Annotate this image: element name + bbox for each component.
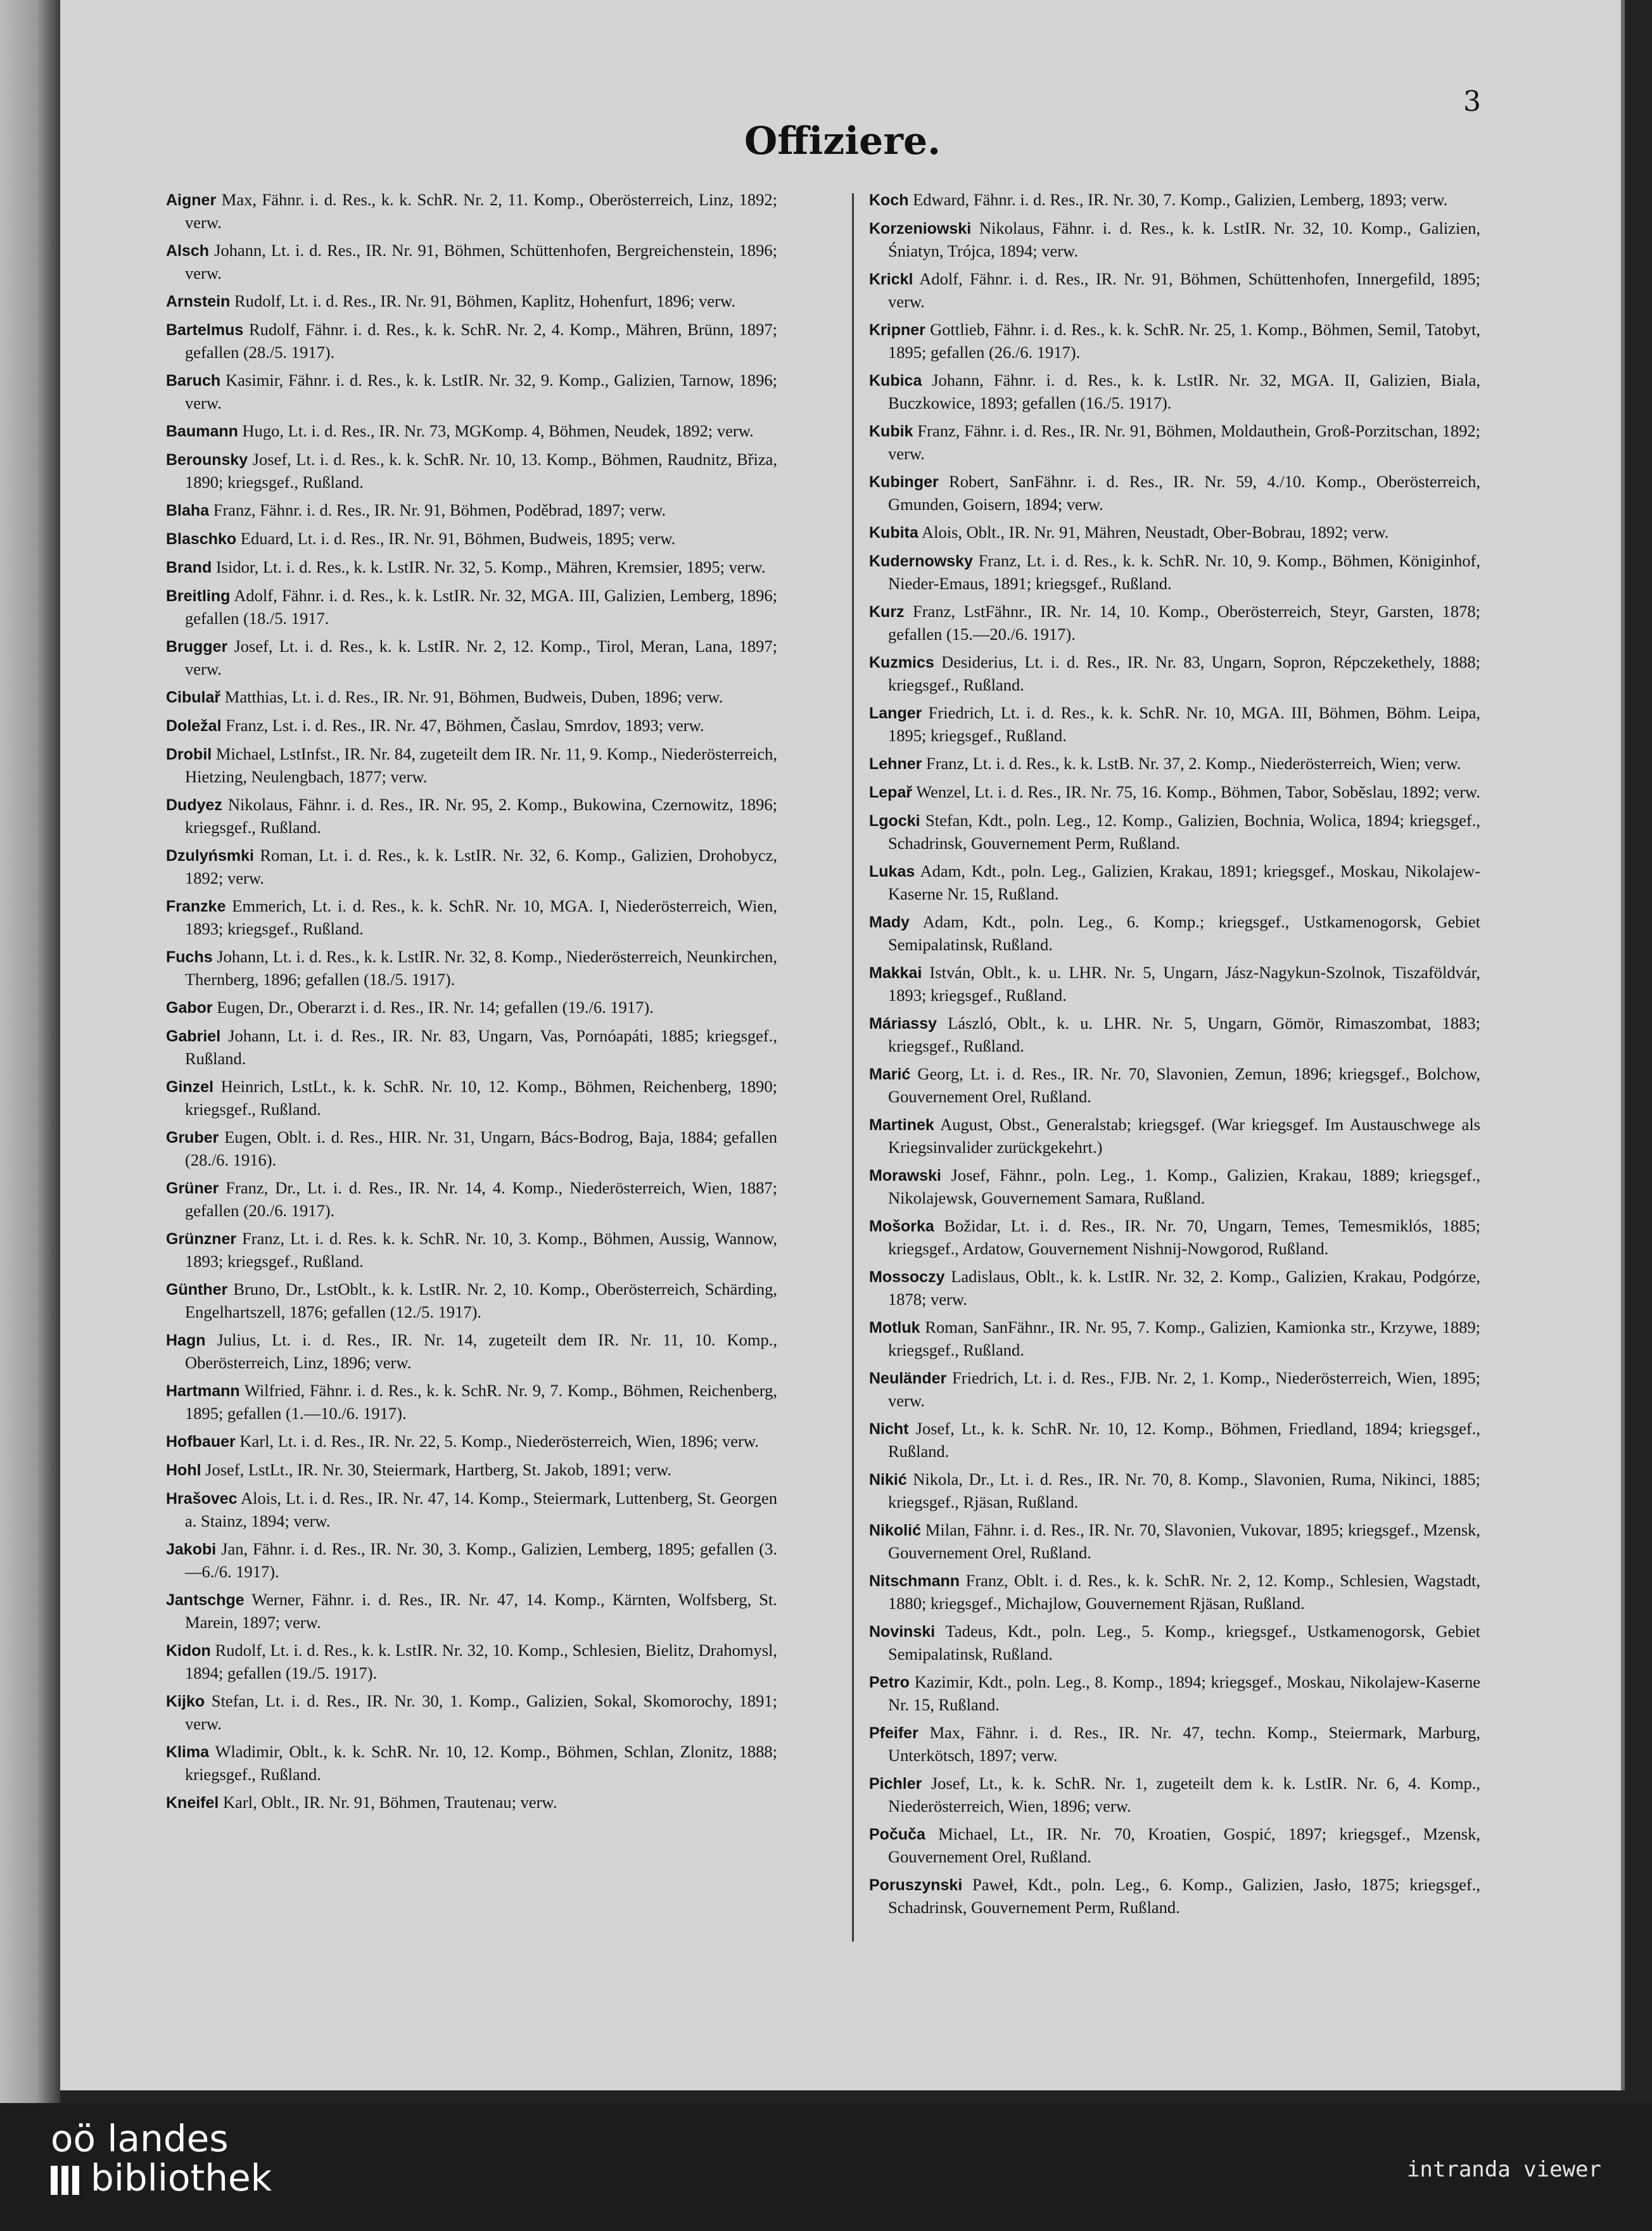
entry-details: Alois, Oblt., IR. Nr. 91, Mähren, Neustadt, Ober-Bobrau, 1892; verw.: [921, 523, 1389, 542]
entry-details: Michael, LstInfst., IR. Nr. 84, zugeteilt dem IR. Nr. 11, 9. Komp., Niederösterreich, Hietzing, Neulengbach, 1877; verw.: [185, 744, 777, 786]
right-column: [869, 189, 1480, 1962]
entry-surname: Blaha: [166, 502, 210, 519]
entry-surname: Kubinger: [869, 473, 939, 491]
entry-details: László, Oblt., k. u. LHR. Nr. 5, Ungarn, Gömör, Rimaszombat, 1883; kriegsgef., Rußland.: [888, 1014, 1480, 1055]
roster-entry: [869, 702, 1480, 747]
entry-details: Stefan, Kdt., poln. Leg., 12. Komp., Galizien, Bochnia, Wolica, 1894; kriegsgef., Schadrinsk, Gouvernement Perm, Rußland.: [888, 811, 1480, 853]
entry-details: Johann, Lt. i. d. Res., IR. Nr. 91, Böhmen, Schüttenhofen, Bergreichenstein, 1896; verw.: [185, 241, 777, 283]
entry-details: Max, Fähnr. i. d. Res., k. k. SchR. Nr. 2, 11. Komp., Oberösterreich, Linz, 1892; verw.: [185, 190, 777, 232]
roster-entry: [166, 794, 777, 839]
entry-details: Roman, Lt. i. d. Res., k. k. LstIR. Nr. 32, 6. Komp., Galizien, Drohobycz, 1892; verw.: [185, 846, 777, 887]
entry-details: Isidor, Lt. i. d. Res., k. k. LstIR. Nr. 32, 5. Komp., Mähren, Kremsier, 1895; verw.: [215, 557, 766, 576]
entry-surname: Dudyez: [166, 796, 222, 814]
roster-entry: [869, 550, 1480, 595]
entry-surname: Pfeifer: [869, 1724, 918, 1742]
entry-details: Eugen, Dr., Oberarzt i. d. Res., IR. Nr. 14; gefallen (19./6. 1917).: [217, 998, 654, 1017]
roster-entry: [166, 1487, 777, 1532]
entry-details: Josef, Lt., k. k. SchR. Nr. 1, zugeteilt dem k. k. LstIR. Nr. 6, 4. Komp., Niederösterreich, Wien, 1896; verw.: [888, 1774, 1480, 1815]
roster-entry: [166, 290, 777, 313]
entry-details: Rudolf, Fähnr. i. d. Res., k. k. SchR. Nr. 2, 4. Komp., Mähren, Brünn, 1897; gefallen (28./5. 1917).: [185, 320, 777, 362]
roster-entry: [166, 743, 777, 788]
roster-entry: [166, 1741, 777, 1786]
entry-details: Nikolaus, Fähnr. i. d. Res., k. k. LstIR. Nr. 32, 10. Komp., Galizien, Śniatyn, Trójca, 1894; verw.: [888, 219, 1480, 260]
entry-surname: Ginzel: [166, 1078, 214, 1096]
entry-surname: Günther: [166, 1281, 228, 1299]
roster-entry: [166, 1690, 777, 1735]
entry-surname: Morawski: [869, 1167, 941, 1185]
previous-page-edge: [0, 0, 60, 2103]
entry-surname: Pichler: [869, 1775, 922, 1793]
roster-entry: [869, 810, 1480, 855]
entry-details: Franz, Dr., Lt. i. d. Res., IR. Nr. 14, 4. Komp., Niederösterreich, Wien, 1887; gefallen (20./6. 1917).: [185, 1178, 777, 1220]
entry-surname: Kuzmics: [869, 654, 934, 671]
roster-entry: [166, 844, 777, 889]
entry-surname: Brand: [166, 559, 212, 576]
roster-entry: [869, 1367, 1480, 1412]
entry-details: Max, Fähnr. i. d. Res., IR. Nr. 47, techn. Komp., Steiermark, Marburg, Unterkötsch, 1897; verw.: [888, 1723, 1480, 1765]
entry-details: Friedrich, Lt. i. d. Res., k. k. SchR. Nr. 10, MGA. III, Böhmen, Böhm. Leipa, 1895; kriegsgef., Rußland.: [888, 703, 1480, 745]
entry-details: Desiderius, Lt. i. d. Res., IR. Nr. 83, Ungarn, Sopron, Répczekethely, 1888; kriegsgef., Rußland.: [888, 652, 1480, 694]
entry-details: Johann, Lt. i. d. Res., IR. Nr. 83, Ungarn, Vas, Pornóapáti, 1885; kriegsgef., Rußland.: [185, 1026, 777, 1068]
entry-details: Kazimir, Kdt., poln. Leg., 8. Komp., 1894; kriegsgef., Moskau, Nikolajew-Kaserne Nr. 15, Rußland.: [888, 1672, 1480, 1714]
entry-details: Nikola, Dr., Lt. i. d. Res., IR. Nr. 70, 8. Komp., Slavonien, Ruma, Nikinci, 1885; kriegsgef., Rjäsan, Rußland.: [888, 1470, 1480, 1511]
roster-entry: [869, 1418, 1480, 1463]
entry-details: Kasimir, Fähnr. i. d. Res., k. k. LstIR. Nr. 32, 9. Komp., Galizien, Tarnow, 1896; verw.: [185, 371, 777, 412]
entry-details: Jan, Fähnr. i. d. Res., IR. Nr. 30, 3. Komp., Galizien, Lemberg, 1895; gefallen (3.—6./6. 1917).: [185, 1539, 777, 1581]
roster-entry: [166, 996, 777, 1019]
entry-details: Franz, Oblt. i. d. Res., k. k. SchR. Nr. 2, 12. Komp., Schlesien, Wagstadt, 1880; kriegsgef., Michajlow, Gouvernement Rjäsan, Rußland.: [888, 1571, 1480, 1613]
roster-entry: [166, 369, 777, 414]
roster-entry: [166, 1538, 777, 1583]
entry-details: Stefan, Lt. i. d. Res., IR. Nr. 30, 1. Komp., Galizien, Sokal, Skomorochy, 1891; verw.: [185, 1691, 777, 1733]
left-column: [166, 189, 777, 1962]
roster-entry: [869, 1316, 1480, 1361]
roster-entry: [869, 319, 1480, 364]
roster-entry: [869, 1874, 1480, 1919]
roster-entry: [166, 895, 777, 940]
entry-details: Robert, SanFähnr. i. d. Res., IR. Nr. 59, 4./10. Komp., Oberösterreich, Gmunden, Goisern, 1894; verw.: [888, 472, 1480, 514]
entry-details: Tadeus, Kdt., poln. Leg., 5. Komp., kriegsgef., Ustkamenogorsk, Gebiet Semipalatinsk, Rußland.: [888, 1622, 1480, 1663]
entry-surname: Klima: [166, 1743, 210, 1761]
roster-entry: [166, 1076, 777, 1121]
entry-surname: Hartmann: [166, 1382, 240, 1400]
entry-details: Franz, Fähnr. i. d. Res., IR. Nr. 91, Böhmen, Moldauthein, Groß-Porzitschan, 1892; verw.: [888, 421, 1480, 463]
roster-entry: [869, 753, 1480, 775]
entry-details: Ladislaus, Oblt., k. k. LstIR. Nr. 32, 2. Komp., Galizien, Krakau, Podgórze, 1878; verw.: [888, 1267, 1480, 1309]
roster-entry: [869, 601, 1480, 645]
entry-surname: Breitling: [166, 587, 231, 605]
roster-entry: [869, 1164, 1480, 1209]
roster-entry: [166, 1278, 777, 1323]
entry-details: Michael, Lt., IR. Nr. 70, Kroatien, Gospić, 1897; kriegsgef., Mzensk, Gouvernement Orel, Rußland.: [888, 1824, 1480, 1866]
roster-entry: [166, 946, 777, 991]
entry-surname: Grüner: [166, 1179, 219, 1197]
entry-surname: Cibulař: [166, 689, 221, 706]
roster-entry: [166, 499, 777, 522]
entry-details: Franz, Lt. i. d. Res., k. k. SchR. Nr. 10, 9. Komp., Böhmen, Königinhof, Nieder-Emaus, 1891; kriegsgef., Rußland.: [888, 551, 1480, 593]
roster-entry: [166, 1177, 777, 1222]
roster-entry: [869, 189, 1480, 212]
roster-entry: [166, 189, 777, 234]
entry-details: Rudolf, Lt. i. d. Res., k. k. LstIR. Nr. 32, 10. Komp., Schlesien, Bielitz, Drahomysl, 1894; gefallen (19./5. 1917).: [185, 1641, 777, 1682]
viewer-label: intranda viewer: [1406, 2157, 1601, 2182]
entry-surname: Kubica: [869, 372, 922, 390]
entry-surname: Korzeniowski: [869, 220, 972, 238]
roster-entry: [869, 1722, 1480, 1767]
entry-surname: Neuländer: [869, 1370, 947, 1387]
roster-entry: [869, 521, 1480, 544]
entry-surname: Kidon: [166, 1642, 211, 1660]
entry-details: Adam, Kdt., poln. Leg., Galizien, Krakau, 1891; kriegsgef., Moskau, Nikolajew-Kaserne Nr. 15, Rußland.: [888, 861, 1480, 903]
entry-details: Adolf, Fähnr. i. d. Res., k. k. LstIR. Nr. 32, MGA. III, Galizien, Lemberg, 1896; gefallen (18./5. 1917.: [185, 586, 777, 628]
page-title: Offiziere.: [744, 119, 941, 163]
entry-surname: Hrašovec: [166, 1490, 238, 1508]
entry-details: Julius, Lt. i. d. Res., IR. Nr. 14, zugeteilt dem IR. Nr. 11, 10. Komp., Oberösterreich, Linz, 1896; verw.: [185, 1330, 777, 1372]
entry-surname: Koch: [869, 191, 909, 209]
entry-surname: Gruber: [166, 1129, 219, 1147]
entry-surname: Martinek: [869, 1116, 934, 1134]
entry-surname: Makkai: [869, 964, 922, 982]
entry-details: Eugen, Oblt. i. d. Res., HIR. Nr. 31, Ungarn, Bács-Bodrog, Baja, 1884; gefallen (28./6. 1916).: [185, 1128, 777, 1169]
entry-surname: Hohl: [166, 1461, 201, 1479]
entry-surname: Kubita: [869, 524, 918, 542]
entry-details: Friedrich, Lt. i. d. Res., FJB. Nr. 2, 1. Komp., Niederösterreich, Wien, 1895; verw.: [888, 1368, 1480, 1410]
roster-entry: [869, 1114, 1480, 1159]
entry-surname: Grünzner: [166, 1230, 237, 1248]
entry-surname: Jakobi: [166, 1541, 217, 1558]
entry-surname: Motluk: [869, 1319, 920, 1337]
entry-surname: Dzulyńsmki: [166, 847, 254, 865]
entry-surname: Arnstein: [166, 293, 231, 310]
entry-surname: Blaschko: [166, 530, 237, 548]
entry-details: István, Oblt., k. u. LHR. Nr. 5, Ungarn, Jász-Nagykun-Szolnok, Tiszaföldvár, 1893; kriegsgef., Rußland.: [888, 963, 1480, 1005]
entry-surname: Langer: [869, 704, 922, 722]
roster-entry: [869, 651, 1480, 696]
entry-surname: Kurz: [869, 603, 905, 621]
entry-details: Georg, Lt. i. d. Res., IR. Nr. 70, Slavonien, Zemun, 1896; kriegsgef., Bolchow, Gouvernement Orel, Rußland.: [888, 1064, 1480, 1106]
roster-entry: [869, 911, 1480, 956]
entry-surname: Bartelmus: [166, 321, 244, 339]
roster-entry: [166, 448, 777, 493]
entry-surname: Lehner: [869, 755, 922, 773]
entry-surname: Kubik: [869, 423, 913, 440]
entry-surname: Lgocki: [869, 812, 920, 830]
roster-entry: [166, 686, 777, 709]
roster-entry: [869, 1772, 1480, 1817]
page-number: 3: [1463, 86, 1481, 118]
entry-surname: Fuchs: [166, 948, 213, 966]
roster-entry: [166, 1380, 777, 1425]
entry-details: Heinrich, LstLt., k. k. SchR. Nr. 10, 12. Komp., Böhmen, Reichenberg, 1890; kriegsgef., Rußland.: [185, 1077, 777, 1119]
entry-surname: Kneifel: [166, 1794, 219, 1812]
entry-details: Josef, Lt. i. d. Res., k. k. LstIR. Nr. 2, 12. Komp., Tirol, Meran, Lana, 1897; verw.: [185, 637, 777, 678]
roster-entry: [869, 1215, 1480, 1260]
roster-entry: [166, 1025, 777, 1070]
roster-entry: [166, 239, 777, 284]
entry-details: Adolf, Fähnr. i. d. Res., IR. Nr. 91, Böhmen, Schüttenhofen, Innergefild, 1895; verw.: [888, 269, 1480, 311]
roster-entry: [869, 1823, 1480, 1868]
entry-surname: Drobil: [166, 746, 212, 763]
entry-surname: Poruszynski: [869, 1876, 963, 1894]
entry-details: Karl, Lt. i. d. Res., IR. Nr. 22, 5. Komp., Niederösterreich, Wien, 1896; verw.: [239, 1432, 759, 1451]
roster-entry: [869, 1063, 1480, 1108]
entry-surname: Petro: [869, 1674, 910, 1691]
entry-details: Franz, Fähnr. i. d. Res., IR. Nr. 91, Böhmen, Poděbrad, 1897; verw.: [213, 500, 666, 519]
entry-surname: Mady: [869, 913, 910, 931]
entry-details: Wilfried, Fähnr. i. d. Res., k. k. SchR. Nr. 9, 7. Komp., Böhmen, Reichenberg, 1895; gefallen (1.—10./6. 1917).: [185, 1381, 777, 1423]
roster-entry: [166, 556, 777, 579]
roster-entry: [869, 369, 1480, 414]
entry-details: Adam, Kdt., poln. Leg., 6. Komp.; kriegsgef., Ustkamenogorsk, Gebiet Semipalatinsk, Rußland.: [888, 912, 1480, 954]
entry-details: Franz, Lt. i. d. Res. k. k. SchR. Nr. 10, 3. Komp., Böhmen, Aussig, Wannow, 1893; kriegsgef., Rußland.: [185, 1229, 777, 1271]
roster-entry: [166, 1228, 777, 1273]
entry-details: Josef, Lt. i. d. Res., k. k. SchR. Nr. 10, 13. Komp., Böhmen, Raudnitz, Břiza, 1890; kriegsgef., Rußland.: [185, 450, 777, 492]
roster-entry: [869, 1620, 1480, 1665]
roster-entry: [869, 471, 1480, 516]
column-divider: [852, 193, 854, 1942]
library-logo[interactable]: [51, 2119, 272, 2197]
entry-surname: Aigner: [166, 191, 217, 209]
entry-surname: Mossoczy: [869, 1268, 945, 1286]
entry-details: Franz, Lst. i. d. Res., IR. Nr. 47, Böhmen, Časlau, Smrdov, 1893; verw.: [226, 716, 704, 735]
entry-surname: Franzke: [166, 898, 226, 915]
roster-entry: [869, 217, 1480, 262]
roster-entry: [166, 1791, 777, 1814]
entry-surname: Krickl: [869, 270, 913, 288]
entry-details: Josef, Fähnr., poln. Leg., 1. Komp., Galizien, Krakau, 1889; kriegsgef., Nikolajewsk, Gouvernement Samara, Rußland.: [888, 1166, 1480, 1207]
entry-surname: Doležal: [166, 717, 222, 735]
entry-surname: Brugger: [166, 638, 228, 656]
roster-entry: [166, 420, 777, 443]
entry-surname: Jantschge: [166, 1591, 245, 1609]
roster-entry: [166, 585, 777, 630]
entry-details: Gottlieb, Fähnr. i. d. Res., k. k. SchR. Nr. 25, 1. Komp., Böhmen, Semil, Tatobyt, 1895; gefallen (26./6. 1917).: [888, 320, 1480, 362]
roster-entry: [166, 635, 777, 680]
entry-details: Rudolf, Lt. i. d. Res., IR. Nr. 91, Böhmen, Kaplitz, Hohenfurt, 1896; verw.: [234, 291, 736, 310]
entry-details: Karl, Oblt., IR. Nr. 91, Böhmen, Trautenau; verw.: [222, 1793, 557, 1812]
entry-surname: Hagn: [166, 1332, 206, 1349]
entry-surname: Kudernowsky: [869, 552, 973, 570]
entry-details: Alois, Lt. i. d. Res., IR. Nr. 47, 14. Komp., Steiermark, Luttenberg, St. Georgen a. Stainz, 1894; verw.: [185, 1489, 777, 1530]
entry-details: Matthias, Lt. i. d. Res., IR. Nr. 91, Böhmen, Budweis, Duben, 1896; verw.: [224, 687, 723, 706]
entry-surname: Alsch: [166, 242, 210, 260]
logo-line-2: bibliothek: [91, 2156, 272, 2199]
entry-details: Nikolaus, Fähnr. i. d. Res., IR. Nr. 95, 2. Komp., Bukowina, Czernowitz, 1896; kriegsgef., Rußland.: [185, 795, 777, 837]
entry-surname: Lepař: [869, 784, 913, 801]
entry-surname: Máriassy: [869, 1015, 937, 1033]
entry-details: Johann, Fähnr. i. d. Res., k. k. LstIR. Nr. 32, MGA. II, Galizien, Biala, Buczkowice, 1893; gefallen (16./5. 1917).: [888, 371, 1480, 412]
entry-details: Franz, LstFähnr., IR. Nr. 14, 10. Komp., Oberösterreich, Steyr, Garsten, 1878; gefallen (15.—20./6. 1917).: [888, 602, 1480, 644]
roster-entry: [869, 1266, 1480, 1311]
entry-surname: Baumann: [166, 423, 238, 440]
roster-entry: [869, 1012, 1480, 1057]
entry-surname: Kijko: [166, 1693, 205, 1710]
entry-surname: Lukas: [869, 863, 915, 880]
roster-entry: [869, 860, 1480, 905]
entry-surname: Mošorka: [869, 1217, 934, 1235]
roster-entry: [166, 1430, 777, 1453]
entry-surname: Nicht: [869, 1420, 909, 1438]
roster-entry: [869, 1519, 1480, 1564]
entry-surname: Marić: [869, 1065, 911, 1083]
roster-entry: [166, 319, 777, 364]
roster-entry: [869, 1671, 1480, 1716]
entry-details: Milan, Fähnr. i. d. Res., IR. Nr. 70, Slavonien, Vukovar, 1895; kriegsgef., Mzensk, Gouvernement Orel, Rußland.: [888, 1520, 1480, 1562]
logo-line-1: oö landes: [51, 2117, 229, 2160]
roster-entry: [166, 528, 777, 550]
entry-details: Johann, Lt. i. d. Res., k. k. LstIR. Nr. 32, 8. Komp., Niederösterreich, Neunkirchen, Thernberg, 1896; gefallen (18./5. 1917).: [185, 947, 777, 989]
entry-details: Josef, LstLt., IR. Nr. 30, Steiermark, Hartberg, St. Jakob, 1891; verw.: [205, 1460, 672, 1479]
entry-details: Emmerich, Lt. i. d. Res., k. k. SchR. Nr. 10, MGA. I, Niederösterreich, Wien, 1893; kriegsgef., Rußland.: [185, 896, 777, 938]
entry-details: Wladimir, Oblt., k. k. SchR. Nr. 10, 12. Komp., Böhmen, Schlan, Zlonitz, 1888; kriegsgef., Rußland.: [185, 1742, 777, 1784]
roster-entry: [166, 715, 777, 737]
entry-details: Eduard, Lt. i. d. Res., IR. Nr. 91, Böhmen, Budweis, 1895; verw.: [240, 529, 676, 548]
entry-details: Roman, SanFähnr., IR. Nr. 95, 7. Komp., Galizien, Kamionka str., Krzywe, 1889; kriegsgef., Rußland.: [888, 1318, 1480, 1359]
entry-surname: Nitschmann: [869, 1572, 960, 1590]
entry-surname: Novinski: [869, 1623, 936, 1641]
entry-surname: Hofbauer: [166, 1433, 236, 1451]
roster-entry: [869, 1468, 1480, 1513]
roster-entry: [869, 962, 1480, 1007]
entry-surname: Počuča: [869, 1826, 925, 1843]
roster-entry: [166, 1459, 777, 1482]
roster-entry: [869, 1570, 1480, 1615]
entry-details: Josef, Lt., k. k. SchR. Nr. 10, 12. Komp., Böhmen, Friedland, 1894; kriegsgef., Rußland.: [888, 1419, 1480, 1461]
entry-surname: Berounsky: [166, 451, 248, 469]
entry-details: Hugo, Lt. i. d. Res., IR. Nr. 73, MGKomp. 4, Böhmen, Neudek, 1892; verw.: [242, 421, 754, 440]
entry-surname: Gabriel: [166, 1027, 221, 1045]
entry-surname: Gabor: [166, 999, 213, 1017]
entry-details: Wenzel, Lt. i. d. Res., IR. Nr. 75, 16. Komp., Böhmen, Tabor, Soběslau, 1892; verw.: [916, 782, 1480, 801]
roster-entry: [869, 420, 1480, 465]
entry-details: Edward, Fähnr. i. d. Res., IR. Nr. 30, 7. Komp., Galizien, Lemberg, 1893; verw.: [913, 190, 1448, 209]
roster-entry: [166, 1639, 777, 1684]
logo-bars-icon: [51, 2158, 83, 2197]
entry-details: Franz, Lt. i. d. Res., k. k. LstB. Nr. 37, 2. Komp., Niederösterreich, Wien; verw.: [925, 754, 1461, 773]
entry-details: Bruno, Dr., LstOblt., k. k. LstIR. Nr. 2, 10. Komp., Oberösterreich, Schärding, Engelhartszell, 1876; gefallen (12./5. 1917).: [185, 1280, 777, 1321]
entry-details: Božidar, Lt. i. d. Res., IR. Nr. 70, Ungarn, Temes, Temesmiklós, 1885; kriegsgef., Ardatow, Gouvernement Nishnij-Nowgorod, Rußland.: [888, 1216, 1480, 1258]
entry-surname: Nikolić: [869, 1522, 921, 1539]
entry-details: Werner, Fähnr. i. d. Res., IR. Nr. 47, 14. Komp., Kärnten, Wolfsberg, St. Marein, 1897; verw.: [185, 1590, 777, 1632]
entry-surname: Kripner: [869, 321, 925, 339]
roster-entry: [166, 1126, 777, 1171]
roster-entry: [869, 268, 1480, 313]
entry-surname: Nikić: [869, 1471, 907, 1489]
roster-entry: [166, 1589, 777, 1634]
entry-details: Paweł, Kdt., poln. Leg., 6. Komp., Galizien, Jasło, 1875; kriegsgef., Schadrinsk, Gouvernement Perm, Rußland.: [888, 1875, 1480, 1917]
entry-details: August, Obst., Generalstab; kriegsgef. (War kriegsgef. Im Austauschwege als Kriegsinvalider zurückgekehrt.): [888, 1115, 1480, 1157]
entry-surname: Baruch: [166, 372, 221, 390]
roster-entry: [869, 781, 1480, 804]
roster-entry: [166, 1329, 777, 1374]
